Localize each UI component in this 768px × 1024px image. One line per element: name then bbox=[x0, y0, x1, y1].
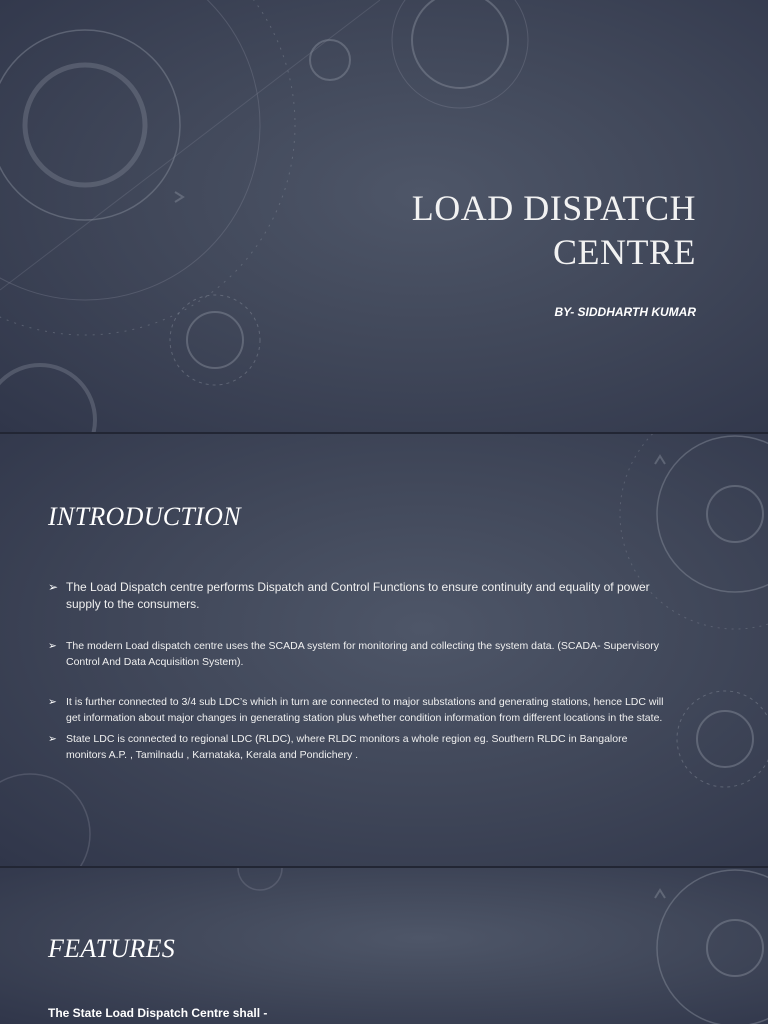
arrow-bullet-icon: ➢ bbox=[48, 733, 57, 745]
bullet-text: The modern Load dispatch centre uses the SCADA system for monitoring and collecting the system data. (SCADA- Supervisory Control And Data Acquisition System). bbox=[66, 640, 659, 668]
title-slide bbox=[0, 0, 768, 432]
bullet-text: The Load Dispatch centre performs Dispatch and Control Functions to ensure continuity and equality of power supply to the consumers. bbox=[66, 580, 650, 611]
bullet-text: State LDC is connected to regional LDC (RLDC), where RLDC monitors a whole region eg. Southern RLDC in Bangalore monitors A.P. , Tamilnadu , Karnataka, Kerala and Pondichery . bbox=[66, 733, 628, 761]
section-heading: FEATURES bbox=[48, 934, 176, 963]
bullet-list bbox=[48, 579, 668, 763]
list-item bbox=[48, 639, 668, 670]
arrow-bullet-icon: ➢ bbox=[48, 580, 59, 594]
features-slide bbox=[0, 868, 768, 1024]
slide-title bbox=[412, 186, 696, 274]
arrow-bullet-icon: ➢ bbox=[48, 640, 57, 652]
slide-subtitle: BY- SIDDHARTH KUMAR bbox=[554, 305, 696, 319]
section-heading: INTRODUCTION bbox=[48, 502, 241, 531]
features-lead-text: The State Load Dispatch Centre shall - bbox=[48, 1006, 268, 1020]
arrow-bullet-icon: ➢ bbox=[48, 696, 57, 708]
title-line-2: CENTRE bbox=[553, 232, 696, 272]
list-item bbox=[48, 579, 668, 613]
list-item bbox=[48, 732, 668, 763]
title-line-1: LOAD DISPATCH bbox=[411, 188, 696, 228]
introduction-slide bbox=[0, 434, 768, 866]
list-item bbox=[48, 695, 668, 726]
bullet-text: It is further connected to 3/4 sub LDC’s which in turn are connected to major substations and generating stations, hence LDC will get information about major changes in generating station plus whether condition information from different locations in the state. bbox=[66, 696, 664, 724]
